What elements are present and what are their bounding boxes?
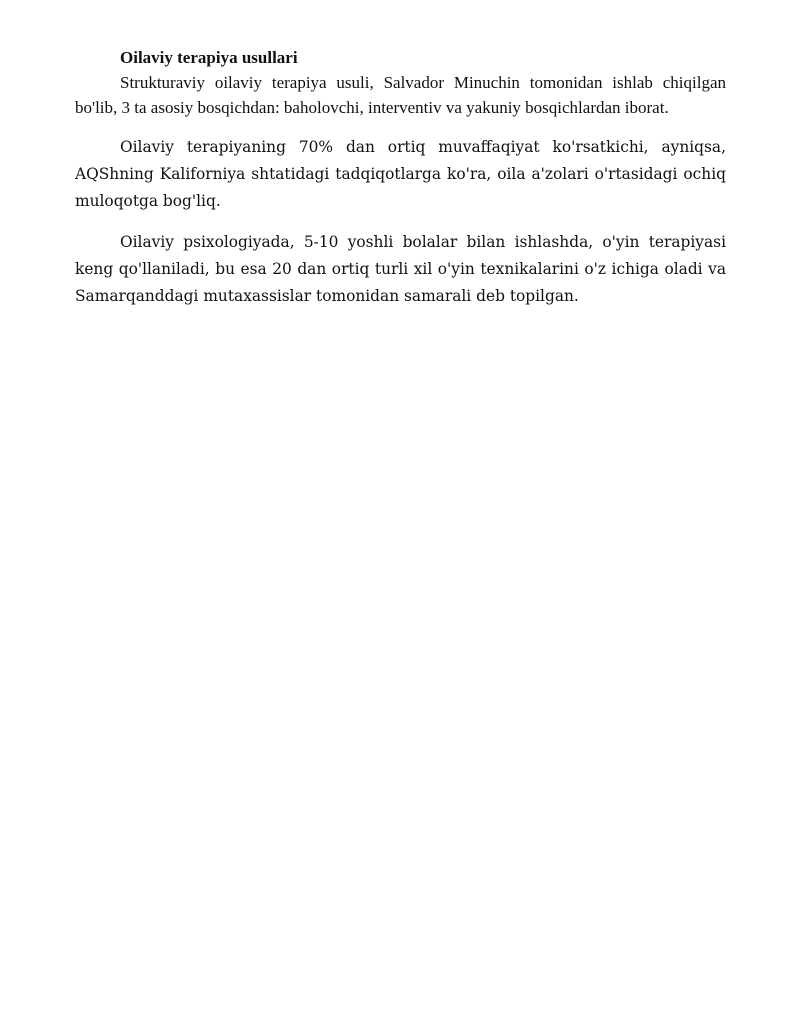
document-body (75, 45, 726, 310)
section-heading: Oilaviy terapiya usullari (120, 48, 298, 67)
paragraph-success-rate: Oilaviy terapiyaning 70% dan ortiq muvaffaqiyat ko'rsatkichi, ayniqsa, AQShning Kaliforniya shtatidagi tadqiqotlarga ko'ra, oila a'zolari o'rtasidagi ochiq muloqotga bog'liq. (75, 138, 726, 210)
paragraph-structural-therapy: Strukturaviy oilaviy terapiya usuli, Salvador Minuchin tomonidan ishlab chiqilgan bo'lib, 3 ta asosiy bosqichdan: baholovchi, interventiv va yakuniy bosqichlardan iborat. (75, 73, 726, 117)
paragraph-play-therapy: Oilaviy psixologiyada, 5-10 yoshli bolalar bilan ishlashda, o'yin terapiyasi keng qo'llaniladi, bu esa 20 dan ortiq turli xil o'yin texnikalarini o'z ichiga oladi va Samarqanddagi mutaxassislar tomonidan samarali deb topilgan. (75, 233, 726, 305)
